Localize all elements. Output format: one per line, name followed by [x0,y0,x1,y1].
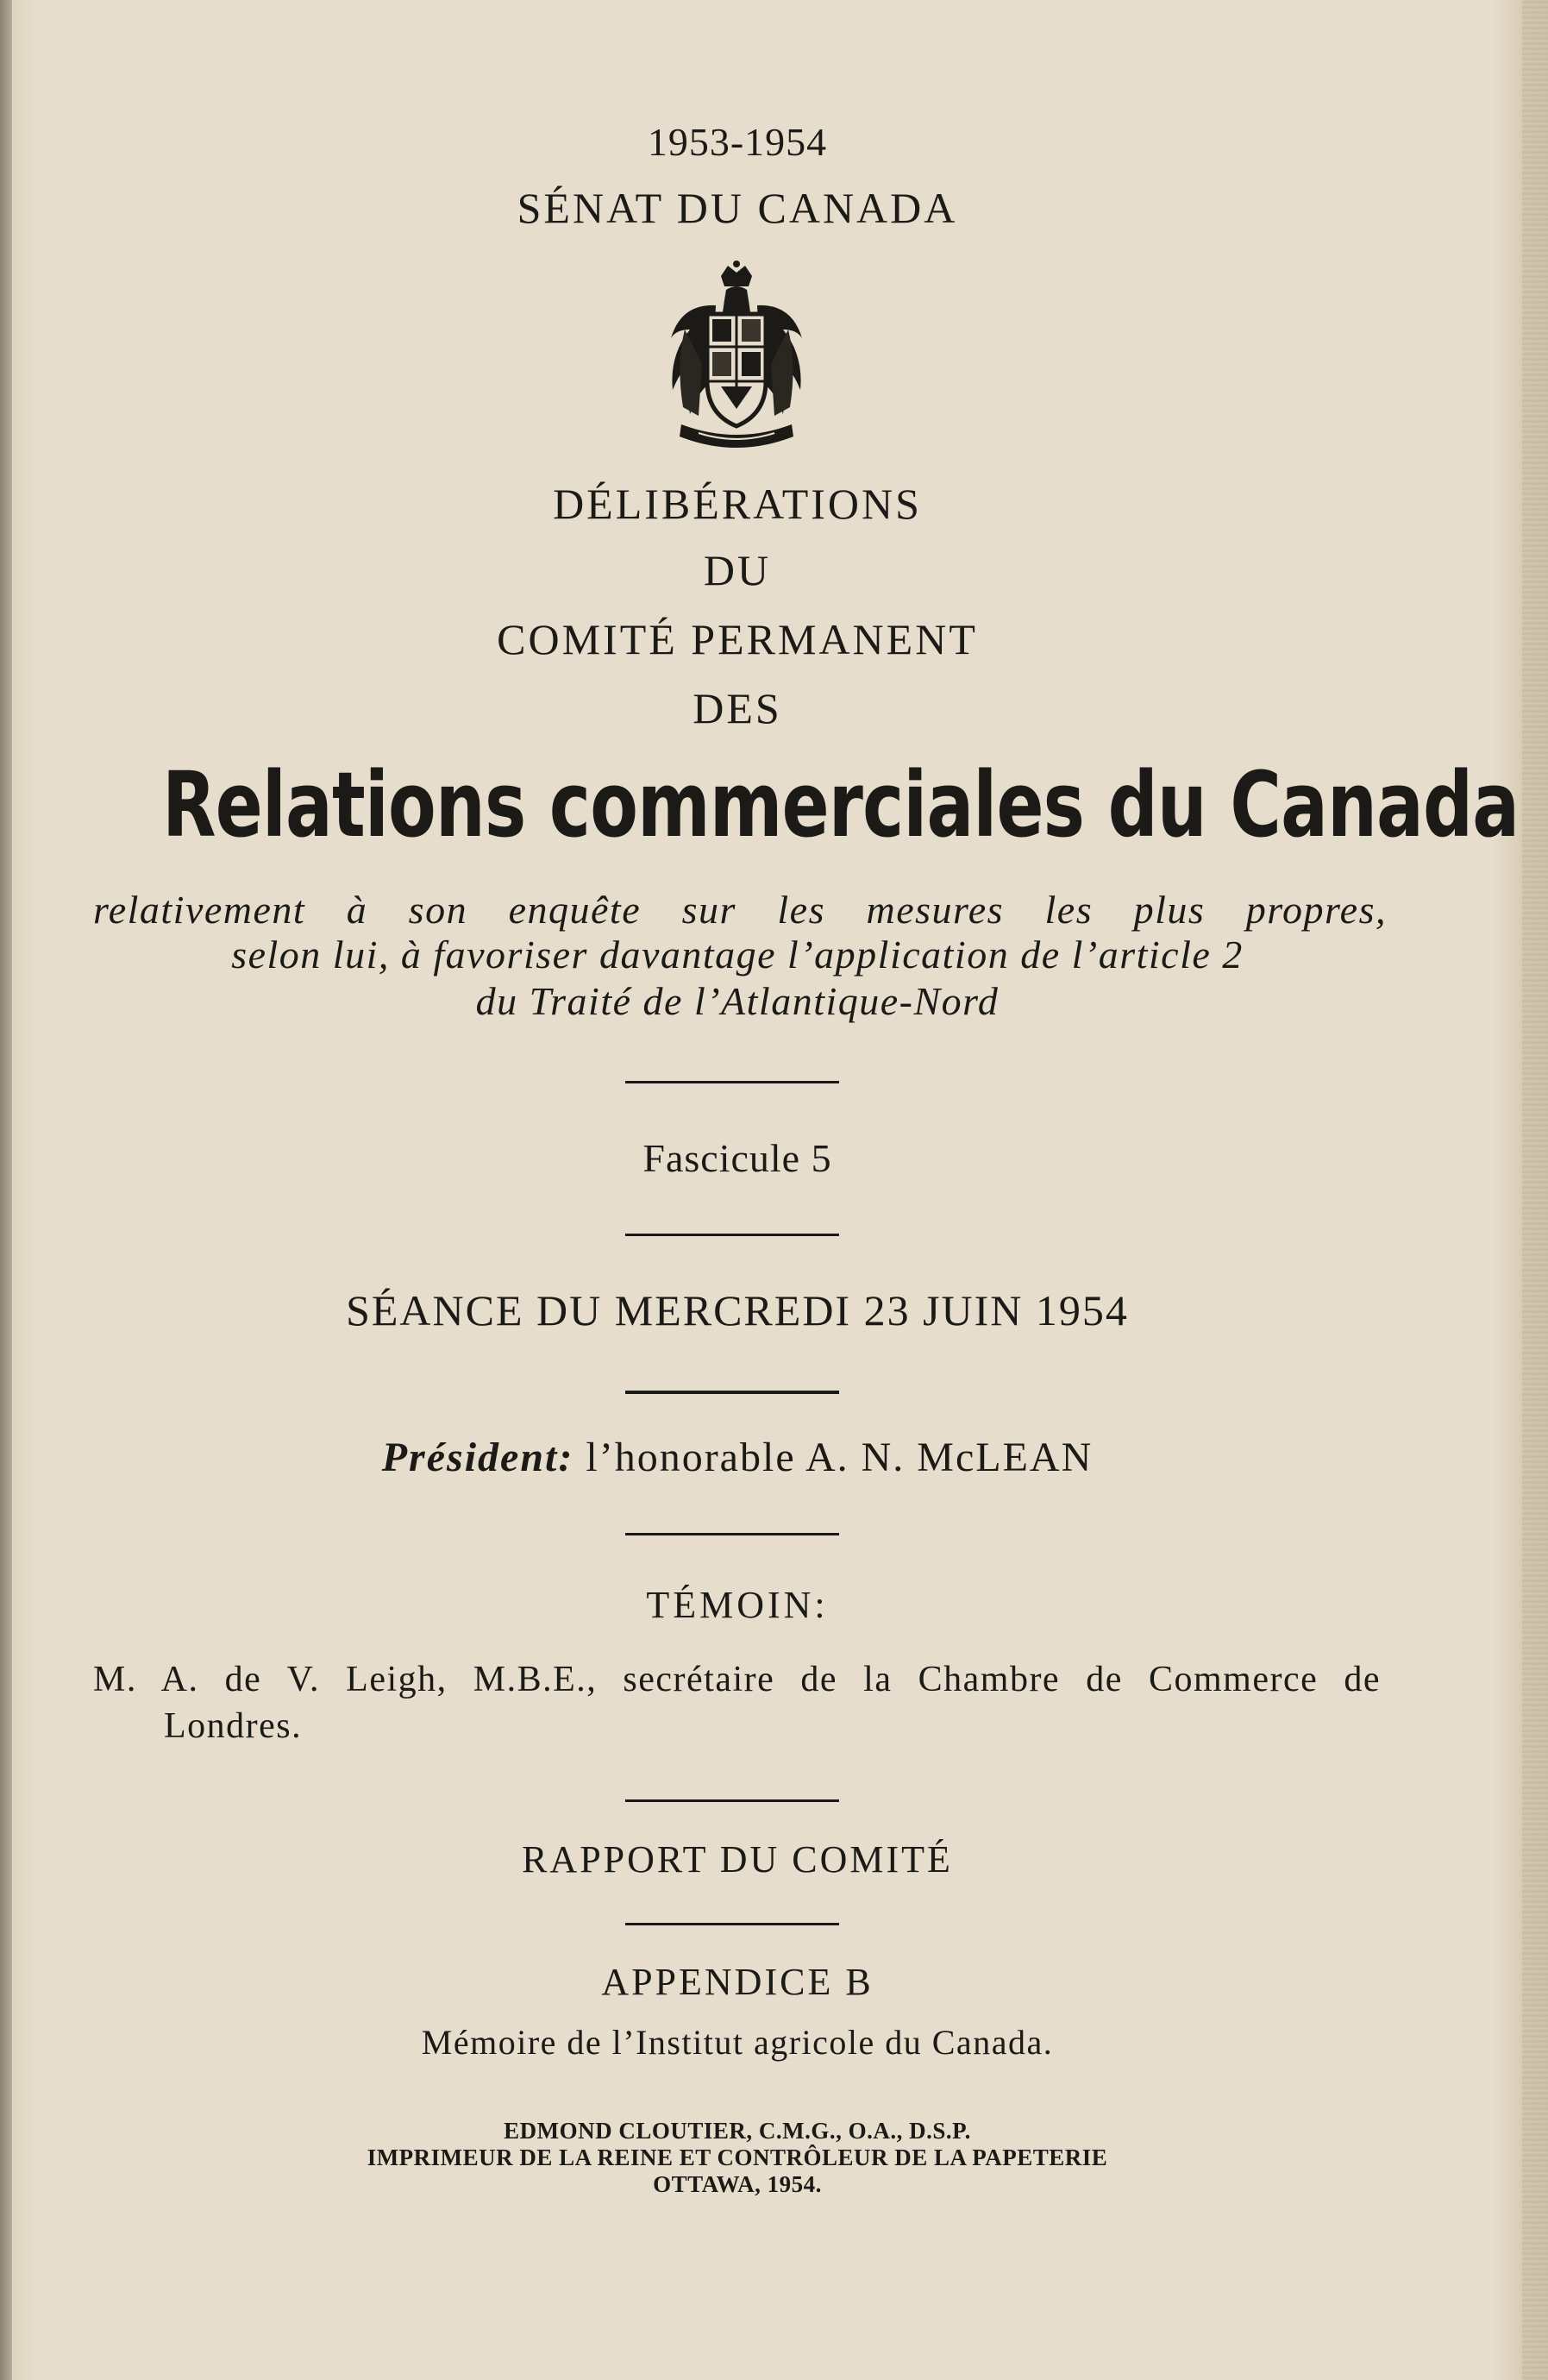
witness-heading: TÉMOIN: [646,1584,829,1626]
imprint-line-2: IMPRIMEUR DE LA REINE ET CONTRÔLEUR DE LA PAPETERIE [367,2145,1108,2170]
divider [625,1923,839,1925]
witness-line-1: M. A. de V. Leigh, M.B.E., secrétaire de la Chambre de Commerce de [93,1660,1381,1699]
divider [625,1391,839,1394]
appendix-text: Mémoire de l’Institut agricole du Canada. [421,2023,1054,2062]
subject-line-2: selon lui, à favoriser davantage l’application de l’article 2 [231,933,1244,976]
committee-name: Relations commerciales du Canada [162,752,1520,857]
session-date: SÉANCE DU MERCREDI 23 JUIN 1954 [346,1286,1129,1334]
institution-name: SÉNAT DU CANADA [517,184,958,232]
committee-report-heading: RAPPORT DU COMITÉ [522,1838,953,1881]
title-line-2: DU [703,546,772,594]
coat-of-arms-icon [664,261,809,459]
imprint-line-3: OTTAWA, 1954. [653,2171,822,2197]
session-years: 1953-1954 [647,120,828,164]
divider [625,1081,839,1083]
divider [625,1234,839,1236]
divider [625,1533,839,1535]
appendix-heading: APPENDICE B [601,1961,874,2003]
imprint-line-1: EDMOND CLOUTIER, C.M.G., O.A., D.S.P. [504,2118,971,2144]
divider [625,1799,839,1802]
title-line-4: DES [693,684,782,732]
fascicule-number: Fascicule 5 [642,1136,832,1180]
subject-line-1: relativement à son enquête sur les mesures les plus propres, [93,888,1387,932]
page-edge [1522,0,1548,2380]
chair-name: l’honorable A. N. McLEAN [573,1435,1094,1480]
witness-line-2: Londres. [164,1706,303,1746]
subject-line-3: du Traité de l’Atlantique-Nord [475,979,1000,1023]
chair-line [0,1434,1475,1481]
title-line-1: DÉLIBÉRATIONS [553,480,922,528]
title-line-3: COMITÉ PERMANENT [497,615,978,663]
chair-label: Président: [381,1435,574,1480]
